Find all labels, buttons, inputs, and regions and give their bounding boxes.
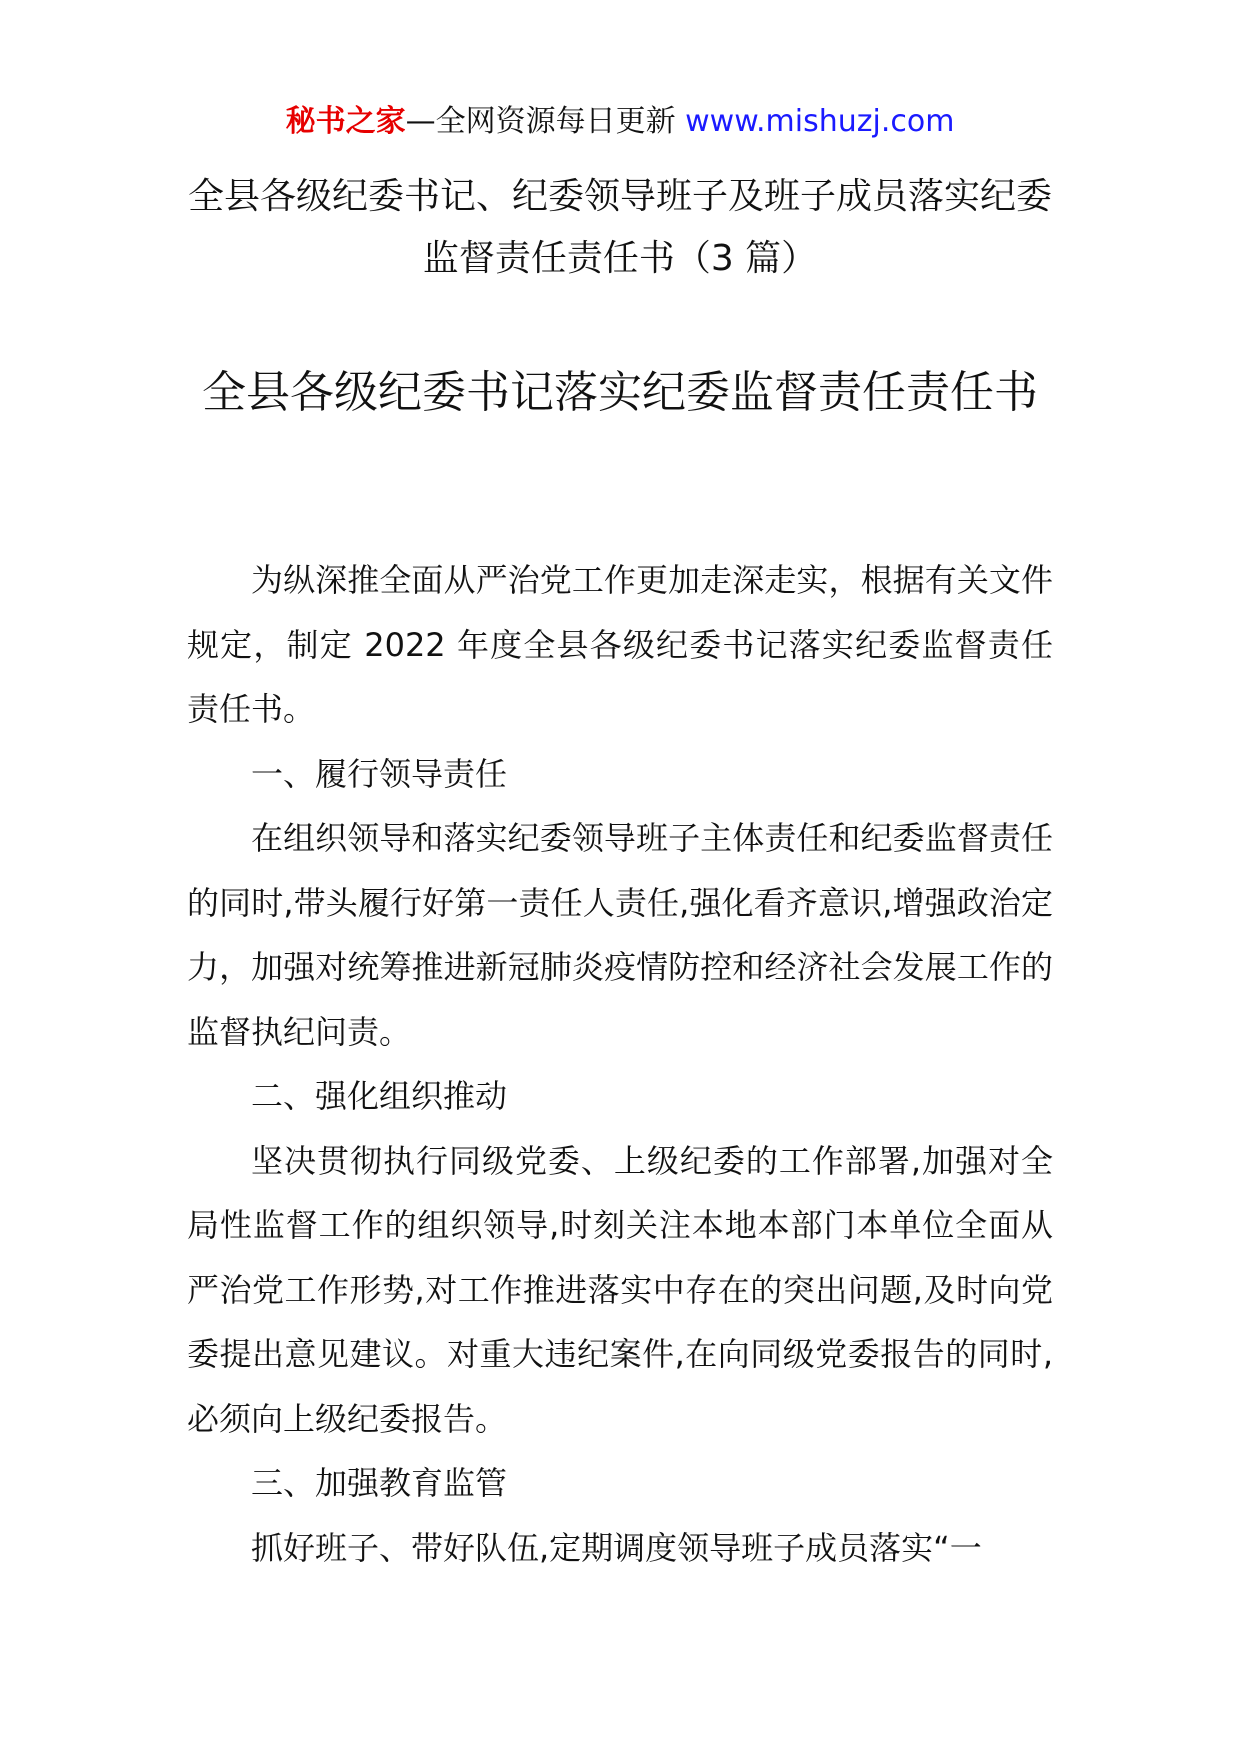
heading-2: 二、强化组织推动 xyxy=(251,1077,508,1115)
heading-1: 一、履行领导责任 xyxy=(251,754,508,793)
paragraph-3: 抓好班子、带好队伍,定期调度领导班子成员落实“一 xyxy=(251,1528,982,1567)
brand-name: 秘书之家 xyxy=(285,104,406,139)
site-url-link[interactable]: www.mishuzj.com xyxy=(685,104,955,139)
paragraph-intro: 为纵深推全面从严治党工作更加走深走实，根据有关文件规定，制定 2022 年度全县各级纪委书记落实纪委监督责任责任书。 xyxy=(187,561,1053,728)
paragraph-1: 在组织领导和落实纪委领导班子主体责任和纪委监督责任的同时,带头履行好第一责任人责任,强化看齐意识,增强政治定力，加强对统筹推进新冠肺炎疫情防控和经济社会发展工作的监督执纪问责。 xyxy=(187,819,1053,1051)
paragraph-2: 坚决贯彻执行同级党委、上级纪委的工作部署,加强对全局性监督工作的组织领导,时刻关注本地本部门本单位全面从严治党工作形势,对工作推进落实中存在的突出问题,及时向党委提出意见建议。对重大违纪案件,在向同级党委报告的同时,必须向上级纪委报告。 xyxy=(187,1141,1053,1438)
document-body xyxy=(187,548,1053,1580)
header-tagline: —全网资源每日更新 xyxy=(405,104,686,139)
site-header xyxy=(0,100,1240,144)
heading-3: 三、加强教育监管 xyxy=(251,1464,508,1502)
section-title: 全县各级纪委书记落实纪委监督责任责任书 xyxy=(202,367,1038,418)
document-title: 全县各级纪委书记、纪委领导班子及班子成员落实纪委监督责任责任书（3 篇） xyxy=(187,176,1052,279)
